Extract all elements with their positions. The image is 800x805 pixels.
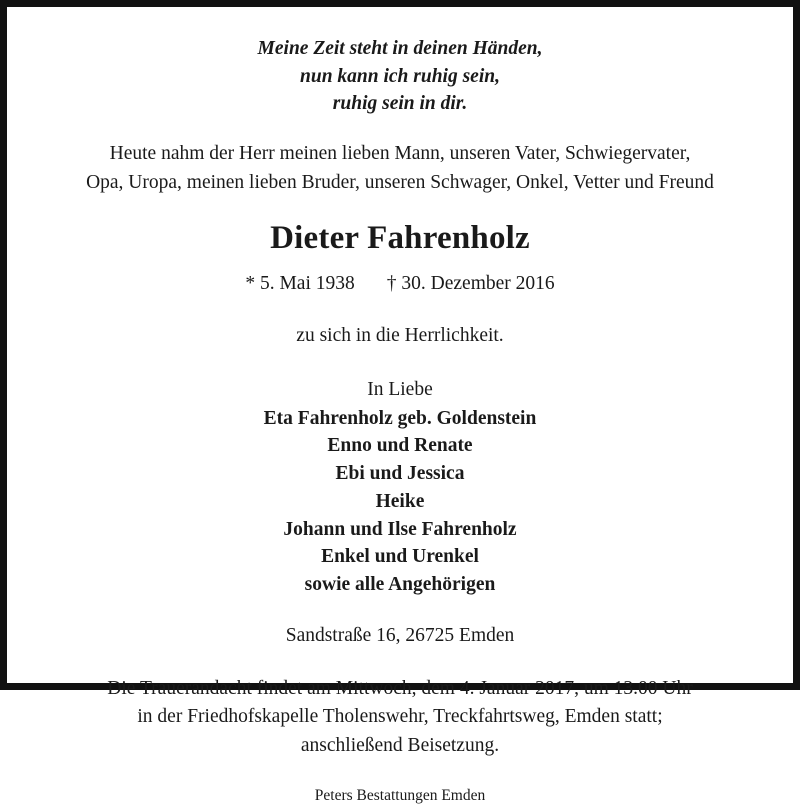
service-details	[107, 675, 692, 762]
list-item: Johann und Ilse Fahrenholz	[283, 518, 517, 540]
list-item: Ebi und Jessica	[335, 463, 465, 485]
list-item: sowie alle Angehörigen	[304, 573, 496, 595]
funeral-home: Peters Bestattungen Emden	[314, 787, 486, 805]
address: Sandstraße 16, 26725 Emden	[285, 624, 515, 646]
service-line-2: in der Friedhofskapelle Tholenswehr, Treckfahrtsweg, Emden statt;	[137, 706, 663, 728]
service-line-3: anschließend Beisetzung.	[300, 735, 500, 757]
list-item: Eta Fahrenholz geb. Goldenstein	[263, 407, 537, 429]
list-item: Enkel und Urenkel	[321, 546, 479, 568]
birth-date: * 5. Mai 1938	[245, 272, 355, 294]
list-item: Heike	[375, 490, 425, 512]
intro-block	[86, 140, 714, 198]
service-line-1: Die Trauerandacht findet am Mittwoch, dem 4. Januar 2017, um 13.00 Uhr	[107, 677, 693, 699]
verse-line-1: Meine Zeit steht in deinen Händen,	[257, 38, 543, 59]
verse-block	[258, 35, 543, 118]
intro-line-2: Opa, Uropa, meinen lieben Bruder, unseren Schwager, Onkel, Vetter und Freund	[86, 171, 714, 193]
intro-line-1: Heute nahm der Herr meinen lieben Mann, unseren Vater, Schwiegervater,	[109, 143, 691, 165]
verse-line-3: ruhig sein in dir.	[332, 93, 468, 115]
mourners-list	[264, 405, 537, 599]
deceased-name: Dieter Fahrenholz	[270, 219, 530, 256]
closing-line: zu sich in die Herrlichkeit.	[296, 324, 504, 346]
death-date: † 30. Dezember 2016	[386, 272, 555, 294]
verse-line-2: nun kann ich ruhig sein,	[300, 65, 500, 87]
mourners-heading: In Liebe	[367, 378, 433, 400]
list-item: Enno und Renate	[327, 435, 473, 457]
life-dates	[245, 273, 554, 295]
